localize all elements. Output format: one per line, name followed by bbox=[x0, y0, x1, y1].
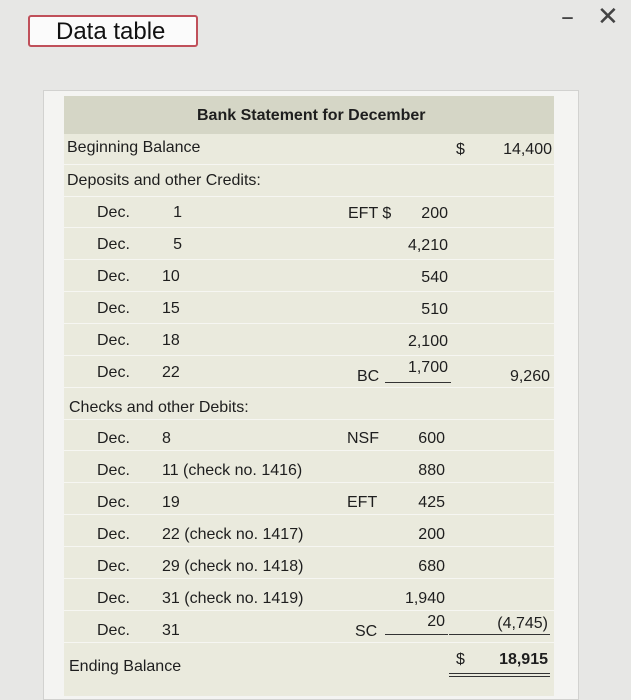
check-row bbox=[64, 484, 554, 515]
deposit-amount: 540 bbox=[421, 269, 448, 286]
deposit-row bbox=[64, 261, 554, 292]
ending-balance-label: Ending Balance bbox=[69, 658, 182, 675]
debits-total-underline bbox=[449, 634, 550, 635]
deposit-day: 5 bbox=[173, 236, 182, 253]
check-code: NSF bbox=[347, 430, 379, 447]
beginning-balance-row bbox=[64, 134, 554, 165]
deposit-month: Dec. bbox=[97, 204, 130, 221]
check-day: 31 bbox=[162, 622, 180, 639]
check-day: 19 bbox=[162, 494, 180, 511]
deposit-row bbox=[64, 229, 554, 260]
check-day: 11 (check no. 1416) bbox=[162, 462, 303, 479]
deposit-month: Dec. bbox=[97, 364, 130, 381]
check-row bbox=[64, 548, 554, 579]
check-amount: 600 bbox=[418, 430, 445, 447]
check-row bbox=[64, 516, 554, 547]
deposit-row bbox=[64, 293, 554, 324]
deposit-amount: 4,210 bbox=[407, 237, 448, 254]
check-day: 22 (check no. 1417) bbox=[162, 526, 304, 543]
deposit-row bbox=[64, 357, 554, 388]
deposits-heading: Deposits and other Credits: bbox=[67, 172, 261, 189]
check-row bbox=[64, 420, 554, 451]
deposit-day: 1 bbox=[173, 204, 182, 221]
checks-heading: Checks and other Debits: bbox=[69, 399, 249, 416]
beginning-balance-amount: 14,400 bbox=[503, 141, 552, 158]
minimize-icon[interactable]: – bbox=[561, 2, 574, 32]
deposit-day: 15 bbox=[162, 300, 180, 317]
deposit-amount: 510 bbox=[421, 301, 448, 318]
check-day: 29 (check no. 1418) bbox=[162, 558, 304, 575]
deposit-month: Dec. bbox=[97, 300, 130, 317]
check-month: Dec. bbox=[97, 462, 130, 479]
ending-balance-underline-1 bbox=[449, 673, 550, 674]
check-code: SC bbox=[355, 623, 378, 640]
deposit-month: Dec. bbox=[97, 236, 130, 253]
ending-balance-underline-2 bbox=[449, 676, 550, 677]
check-amount: 20 bbox=[427, 613, 445, 630]
deposit-row bbox=[64, 197, 554, 228]
check-day: 8 bbox=[162, 430, 171, 447]
check-amount: 200 bbox=[418, 526, 445, 543]
ending-balance-row bbox=[64, 644, 554, 675]
check-amount: 1,940 bbox=[404, 590, 445, 607]
check-month: Dec. bbox=[97, 430, 130, 447]
ending-balance-amount: 18,915 bbox=[499, 651, 548, 668]
deposit-amount: 1,700 bbox=[407, 359, 448, 376]
check-month: Dec. bbox=[97, 590, 130, 607]
deposit-day: 18 bbox=[162, 332, 180, 349]
check-amount: 880 bbox=[418, 462, 445, 479]
table-header: Bank Statement for December bbox=[197, 107, 426, 124]
deposit-code: EFT $ bbox=[348, 205, 392, 222]
check-amount: 425 bbox=[418, 494, 445, 511]
check-month: Dec. bbox=[97, 558, 130, 575]
deposit-month: Dec. bbox=[97, 268, 130, 285]
ending-balance-currency: $ bbox=[456, 651, 465, 668]
check-row bbox=[64, 452, 554, 483]
check-month: Dec. bbox=[97, 494, 130, 511]
deposits-heading-row bbox=[64, 166, 554, 197]
check-subtotal-underline bbox=[385, 634, 448, 635]
deposit-subtotal-underline bbox=[385, 382, 451, 383]
close-icon[interactable]: ✕ bbox=[597, 2, 619, 32]
beginning-balance-label: Beginning Balance bbox=[67, 139, 201, 156]
check-total: (4,745) bbox=[497, 615, 548, 632]
check-month: Dec. bbox=[97, 526, 130, 543]
deposit-amount: 2,100 bbox=[407, 333, 448, 350]
check-amount: 680 bbox=[418, 558, 445, 575]
deposit-month: Dec. bbox=[97, 332, 130, 349]
check-month: Dec. bbox=[97, 622, 130, 639]
check-row bbox=[64, 612, 554, 643]
check-row bbox=[64, 580, 554, 611]
deposit-code: BC bbox=[357, 368, 380, 385]
deposit-total: 9,260 bbox=[509, 368, 550, 385]
beginning-balance-currency: $ bbox=[456, 141, 465, 158]
deposit-amount: 200 bbox=[421, 205, 448, 222]
window-title: Data table bbox=[56, 18, 166, 45]
deposit-day: 10 bbox=[162, 268, 180, 285]
deposit-day: 22 bbox=[162, 364, 180, 381]
check-code: EFT bbox=[347, 494, 378, 511]
check-day: 31 (check no. 1419) bbox=[162, 590, 304, 607]
checks-heading-row bbox=[64, 389, 554, 420]
deposit-row bbox=[64, 325, 554, 356]
data-table-title-box bbox=[28, 15, 198, 47]
table-header-row bbox=[64, 96, 554, 134]
